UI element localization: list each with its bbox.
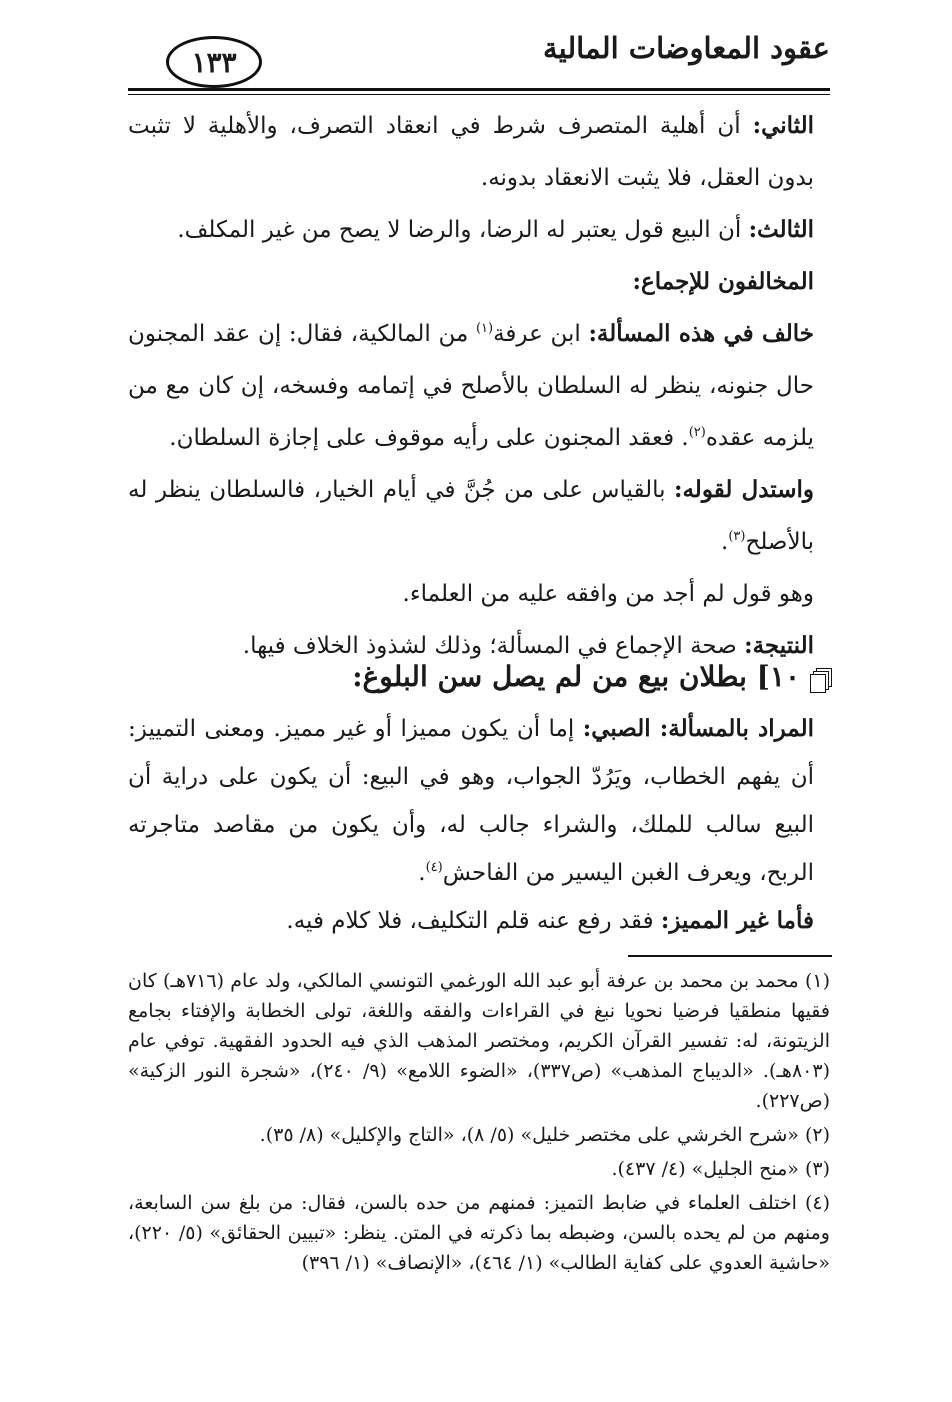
paragraph-label: النتيجة: [744, 632, 814, 659]
paragraph-text: وهو قول لم أجد من وافقه عليه من العلماء. [402, 581, 814, 607]
stacked-documents-icon [810, 668, 832, 690]
footnote [128, 966, 830, 1116]
header-rule-thin [128, 94, 830, 95]
page-number: ١٣٣ [166, 36, 262, 88]
paragraph-text: . [418, 860, 426, 886]
footnote-ref-4[interactable]: (٤) [425, 860, 443, 875]
main-text [128, 100, 814, 672]
paragraph-text: ابن عرفة [493, 321, 589, 347]
paragraph-label: المراد بالمسألة: الصبي: [582, 715, 814, 742]
footnote-text: «منح الجليل» (٤/ ٤٣٧). [611, 1158, 799, 1180]
footnote [128, 1120, 830, 1150]
paragraph-text: بالقياس على من جُنَّ في أيام الخيار، فالسلطان ينظر له بالأصلح [128, 477, 814, 555]
footnote-text: محمد بن محمد بن عرفة أبو عبد الله الورغمي التونسي المالكي، ولد عام (٧١٦هـ) كان فقيها منطقيا فرضيا نحويا نبغ في القراءات والفقه واللغة، تولى الخطابة والإفتاء بجامع الزيتونة، له: تفسير القرآن الكريم، ومختصر المذهب الذي فيه الحدود الفقهية. توفي عام (٨٠٣هـ). «الديباج المذهب» (ص٣٣٧)، «الضوء اللامع» (٩/ ٢٤٠)، «شجرة النور الزكية» (ص٢٢٧). [128, 970, 830, 1112]
paragraph-text: . فعقد المجنون على رأيه موقوف على إجازة السلطان. [169, 425, 689, 451]
paragraph-text: إما أن يكون مميزا أو غير مميز. ومعنى التمييز: أن يفهم الخطاب، ويَرُدّ الجواب، وهو في البيع: أن يكون على دراية أن البيع سالب للملك، والشراء جالب له، وأن يكون من مقاصد متاجرته الربح، ويعرف الغبن اليسير من الفاحش [128, 716, 814, 886]
paragraph-label: الثاني: [752, 112, 814, 139]
footnote-number: (٣) [804, 1158, 830, 1180]
footnote-number: (١) [804, 970, 831, 992]
paragraph-text: فقد رفع عنه قلم التكليف، فلا كلام فيه. [286, 908, 661, 934]
header-rule [128, 88, 830, 91]
paragraph-second-reason [128, 100, 814, 204]
paragraph-label: الثالث: [748, 216, 814, 243]
footnote-text: اختلف العلماء في ضابط التميز: فمنهم من حده بالسن، فقال: من بلغ سن السابعة، ومنهم من لم يحده بالسن، وضبطه بما ذكرته في المتن. ينظر: «تبيين الحقائق» (٥/ ٢٢٠)، «حاشية العدوي على كفاية الطالب» (١/ ٤٦٤)، «الإنصاف» (١/ ٣٩٦) [128, 1192, 830, 1274]
running-title: عقود المعاوضات المالية [543, 31, 830, 65]
paragraph-text: . [721, 529, 729, 555]
footnote-separator [628, 955, 832, 957]
footnotes [128, 966, 830, 1282]
footnote-number: (٢) [804, 1124, 830, 1146]
section-number: ١٠] [756, 660, 800, 693]
footnote-ref-2[interactable]: (٢) [688, 425, 706, 440]
paragraph-text: صحة الإجماع في المسألة؛ وذلك لشذوذ الخلاف فيها. [242, 633, 745, 659]
footnote-ref-3[interactable]: (٣) [728, 529, 746, 544]
section-title: بطلان بيع من لم يصل سن البلوغ: [352, 660, 757, 693]
paragraph-note [128, 568, 814, 620]
paragraph-label: واستدل لقوله: [673, 476, 815, 503]
footnote [128, 1188, 830, 1278]
paragraph-text: من المالكية، فقال: إن عقد المجنون حال جنونه، ينظر له السلطان بالأصلح في إتمامه وفسخه، إن كان مع من يلزمه عقده [128, 321, 814, 451]
page-header [128, 28, 830, 79]
footnote [128, 1154, 830, 1184]
footnote-ref-1[interactable]: (١) [475, 321, 494, 336]
paragraph-label: المخالفون للإجماع: [632, 268, 814, 295]
paragraph-evidence [128, 464, 814, 568]
paragraph-text: أن البيع قول يعتبر له الرضا، والرضا لا يصح من غير المكلف. [177, 217, 749, 243]
paragraph-meaning [128, 705, 814, 897]
footnote-text: «شرح الخرشي على مختصر خليل» (٥/ ٨)، «التاج والإكليل» (٨/ ٣٥). [259, 1124, 799, 1146]
paragraph-label: فأما غير المميز: [660, 907, 814, 934]
paragraph-text: أن أهلية المتصرف شرط في انعقاد التصرف، والأهلية لا تثبت بدون العقل، فلا يثبت الانعقاد بدونه. [128, 113, 814, 191]
paragraph-non-discerning [128, 897, 814, 945]
section-text [128, 705, 814, 945]
section-heading [150, 655, 832, 699]
paragraph-label: خالف في هذه المسألة: [588, 320, 814, 347]
footnote-number: (٤) [804, 1192, 830, 1214]
paragraph-third-reason [128, 204, 814, 256]
subheading-dissenters [128, 256, 814, 308]
paragraph-dissent [128, 308, 814, 464]
